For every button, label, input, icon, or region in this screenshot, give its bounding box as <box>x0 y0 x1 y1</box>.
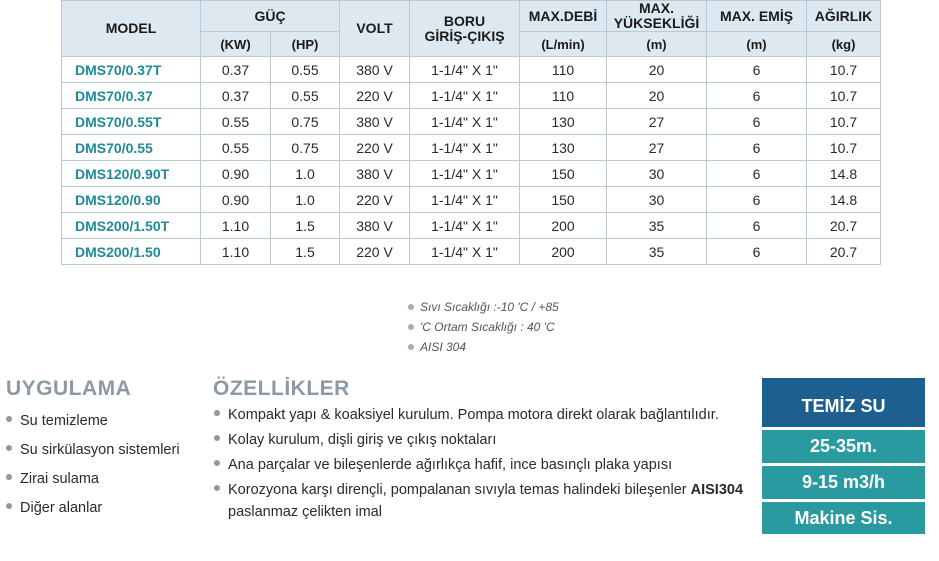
cell-debi: 200 <box>520 239 607 265</box>
cell-debi: 150 <box>520 161 607 187</box>
bullet-icon <box>214 460 220 466</box>
cell-hp: 1.0 <box>271 187 340 213</box>
cell-hp: 0.75 <box>271 109 340 135</box>
cell-agirlik: 10.7 <box>807 109 881 135</box>
cell-hp: 1.0 <box>271 161 340 187</box>
cell-yukseklik: 35 <box>607 213 707 239</box>
header-agirlik-unit: (kg) <box>807 32 881 57</box>
cell-kw: 0.37 <box>201 57 271 83</box>
cell-yukseklik: 27 <box>607 109 707 135</box>
cell-kw: 0.37 <box>201 83 271 109</box>
bullet-icon <box>6 445 12 451</box>
header-hp: (HP) <box>271 32 340 57</box>
bullet-icon <box>6 416 12 422</box>
cell-model: DMS70/0.55 <box>62 135 201 161</box>
cell-yukseklik: 20 <box>607 57 707 83</box>
header-yukseklik <box>607 1 707 32</box>
cell-debi: 130 <box>520 135 607 161</box>
cell-model: DMS70/0.37 <box>62 83 201 109</box>
bullet-icon <box>408 304 414 310</box>
cell-model: DMS200/1.50T <box>62 213 201 239</box>
cell-emis: 6 <box>707 83 807 109</box>
cell-hp: 0.55 <box>271 57 340 83</box>
ozellik-item: Ana parçalar ve bileşenlerde ağırlıkça hafif, ince basınçlı plaka yapısı <box>228 457 673 473</box>
cell-emis: 6 <box>707 135 807 161</box>
bullet-icon <box>6 503 12 509</box>
ozellik-item-bold: AISI304 <box>690 482 744 498</box>
bullet-icon <box>6 474 12 480</box>
cell-emis: 6 <box>707 239 807 265</box>
header-agirlik: AĞIRLIK <box>807 1 881 32</box>
ozellik-item-text: Korozyona karşı dirençli, pompalanan sıvıyla temas halindeki bileşenler <box>228 482 687 498</box>
cell-boru: 1-1/4" X 1" <box>410 161 520 187</box>
uygulama-item: Diğer alanlar <box>20 500 103 516</box>
cell-debi: 110 <box>520 57 607 83</box>
table-row <box>62 57 881 83</box>
cell-volt: 380 V <box>340 57 410 83</box>
cell-agirlik: 10.7 <box>807 135 881 161</box>
cell-boru: 1-1/4" X 1" <box>410 239 520 265</box>
list-item <box>6 409 180 438</box>
cell-hp: 1.5 <box>271 213 340 239</box>
header-debi: MAX.DEBİ <box>520 1 607 32</box>
note-text: Sıvı Sıcaklığı :-10 'C / +85 <box>420 300 559 314</box>
cell-yukseklik: 20 <box>607 83 707 109</box>
cell-model: DMS70/0.37T <box>62 57 201 83</box>
header-yuk-unit: (m) <box>607 32 707 57</box>
uygulama-item: Su sirkülasyon sistemleri <box>20 442 180 458</box>
cell-agirlik: 14.8 <box>807 161 881 187</box>
cell-debi: 130 <box>520 109 607 135</box>
cell-agirlik: 10.7 <box>807 83 881 109</box>
uygulama-title: UYGULAMA <box>6 377 132 400</box>
cell-agirlik: 20.7 <box>807 239 881 265</box>
cell-volt: 380 V <box>340 161 410 187</box>
cell-model: DMS200/1.50 <box>62 239 201 265</box>
table-row <box>62 109 881 135</box>
list-item <box>214 429 754 451</box>
bullet-icon <box>408 324 414 330</box>
cell-volt: 220 V <box>340 239 410 265</box>
cell-hp: 0.55 <box>271 83 340 109</box>
badge-temiz-su: TEMİZ SU <box>762 378 925 427</box>
header-model: MODEL <box>62 1 201 57</box>
cell-model: DMS120/0.90T <box>62 161 201 187</box>
note-item <box>408 337 559 357</box>
header-emis: MAX. EMİŞ <box>707 1 807 32</box>
bullet-icon <box>214 435 220 441</box>
cell-debi: 200 <box>520 213 607 239</box>
cell-emis: 6 <box>707 187 807 213</box>
table-row <box>62 83 881 109</box>
cell-hp: 1.5 <box>271 239 340 265</box>
cell-yukseklik: 35 <box>607 239 707 265</box>
bullet-icon <box>214 485 220 491</box>
cell-kw: 1.10 <box>201 213 271 239</box>
cell-emis: 6 <box>707 161 807 187</box>
cell-model: DMS120/0.90 <box>62 187 201 213</box>
note-text: 'C Ortam Sıcaklığı : 40 'C <box>420 320 555 334</box>
list-item <box>6 438 180 467</box>
spec-body <box>62 57 881 265</box>
table-row <box>62 161 881 187</box>
cell-volt: 220 V <box>340 187 410 213</box>
uygulama-list <box>6 409 180 525</box>
spec-table <box>61 0 881 265</box>
cell-agirlik: 10.7 <box>807 57 881 83</box>
cell-kw: 1.10 <box>201 239 271 265</box>
uygulama-item: Zirai sulama <box>20 471 99 487</box>
table-row <box>62 239 881 265</box>
cell-hp: 0.75 <box>271 135 340 161</box>
cell-volt: 380 V <box>340 109 410 135</box>
list-item <box>6 467 180 496</box>
cell-boru: 1-1/4" X 1" <box>410 109 520 135</box>
cell-agirlik: 14.8 <box>807 187 881 213</box>
cell-boru: 1-1/4" X 1" <box>410 135 520 161</box>
cell-yukseklik: 30 <box>607 161 707 187</box>
header-boru-line2: GİRİŞ-ÇIKIŞ <box>424 27 505 44</box>
cell-yukseklik: 30 <box>607 187 707 213</box>
badge-type: Makine Sis. <box>762 502 925 534</box>
cell-emis: 6 <box>707 109 807 135</box>
header-kw: (KW) <box>201 32 271 57</box>
header-guc: GÜÇ <box>201 1 340 32</box>
cell-kw: 0.55 <box>201 135 271 161</box>
cell-boru: 1-1/4" X 1" <box>410 187 520 213</box>
cell-volt: 220 V <box>340 135 410 161</box>
cell-yukseklik: 27 <box>607 135 707 161</box>
bullet-icon <box>408 344 414 350</box>
cell-debi: 150 <box>520 187 607 213</box>
note-item <box>408 297 559 317</box>
header-yuk-line2: YÜKSEKLİĞİ <box>613 15 700 31</box>
ozellikler-list <box>214 404 754 526</box>
cell-emis: 6 <box>707 213 807 239</box>
cell-boru: 1-1/4" X 1" <box>410 57 520 83</box>
cell-emis: 6 <box>707 57 807 83</box>
header-emis-unit: (m) <box>707 32 807 57</box>
note-item <box>408 317 559 337</box>
cell-volt: 220 V <box>340 83 410 109</box>
list-item <box>214 454 754 476</box>
header-debi-unit: (L/min) <box>520 32 607 57</box>
cell-volt: 380 V <box>340 213 410 239</box>
badge-flow: 9-15 m3/h <box>762 466 925 499</box>
ozellik-item: Kompakt yapı & koaksiyel kurulum. Pompa motora direkt olarak bağlantılıdır. <box>228 407 719 423</box>
notes-list <box>408 297 559 357</box>
header-volt: VOLT <box>340 1 410 57</box>
uygulama-item: Su temizleme <box>20 413 108 429</box>
list-item <box>6 496 180 525</box>
cell-agirlik: 20.7 <box>807 213 881 239</box>
bullet-icon <box>214 410 220 416</box>
ozellik-item: Kolay kurulum, dişli giriş ve çıkış noktaları <box>228 432 497 448</box>
list-item <box>214 479 754 523</box>
cell-debi: 110 <box>520 83 607 109</box>
badge-height: 25-35m. <box>762 430 925 463</box>
cell-boru: 1-1/4" X 1" <box>410 213 520 239</box>
table-row <box>62 135 881 161</box>
table-row <box>62 187 881 213</box>
list-item <box>214 404 754 426</box>
cell-model: DMS70/0.55T <box>62 109 201 135</box>
cell-kw: 0.55 <box>201 109 271 135</box>
header-boru-line1: BORU <box>443 12 486 29</box>
header-boru <box>410 1 520 57</box>
cell-kw: 0.90 <box>201 161 271 187</box>
feature-badges <box>762 378 925 537</box>
table-row <box>62 213 881 239</box>
note-text: AISI 304 <box>420 340 467 354</box>
ozellik-item-tail: paslanmaz çelikten imal <box>228 504 382 520</box>
cell-boru: 1-1/4" X 1" <box>410 83 520 109</box>
cell-kw: 0.90 <box>201 187 271 213</box>
header-yuk-line1: MAX. <box>639 0 674 16</box>
ozellikler-title: ÖZELLİKLER <box>213 377 350 400</box>
